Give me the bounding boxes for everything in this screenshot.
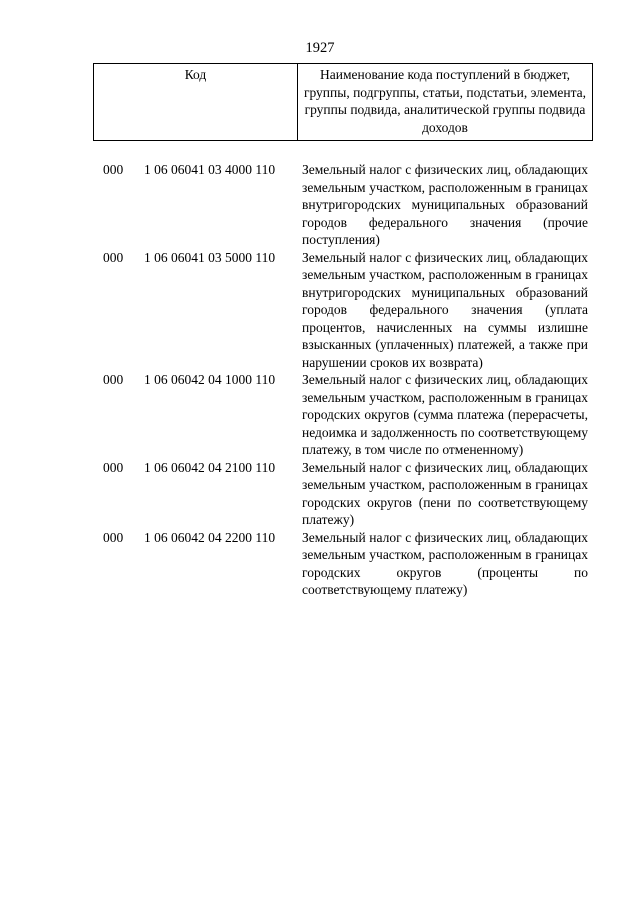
entry-row — [0, 529, 640, 599]
entry-budget-code: 1 06 06041 03 4000 110 — [144, 162, 276, 177]
entry-description: Земельный налог с физических лиц, обладающих земельным участком, расположенным в границах внутригородских муниципальных образований городов федерального значения (прочие поступления) — [302, 162, 588, 247]
header-name-column: Наименование кода поступлений в бюджет, группы, подгруппы, статьи, подстатьи, элемента, группы подвида, аналитической группы подвида доходов — [298, 64, 593, 141]
entry-description: Земельный налог с физических лиц, обладающих земельным участком, расположенным в границах городских округов (пени по соответствующему платежу) — [302, 459, 588, 527]
entry-description: Земельный налог с физических лиц, обладающих земельным участком, расположенным в границах городских округов (сумма платежа (перерасчеты, недоимка и задолженность по соответствующему платежу, в том числе по отмененному) — [302, 372, 588, 457]
entry-admin-code: 000 — [103, 459, 124, 475]
header-code-column: Код — [94, 64, 298, 141]
entry-description: Земельный налог с физических лиц, обладающих земельным участком, расположенным в границах городских округов (проценты по соответствующему платежу) — [302, 529, 588, 597]
entry-description: Земельный налог с физических лиц, обладающих земельным участком, расположенным в границах внутригородских муниципальных образований городов федерального значения (уплата процентов, начисленных на суммы излишне взысканных (уплаченных) платежей, а также при нарушении сроков их возврата) — [302, 249, 588, 370]
entry-admin-code: 000 — [103, 162, 124, 177]
entry-row — [0, 249, 640, 372]
entry-admin-code: 000 — [103, 372, 124, 387]
header-table — [93, 63, 593, 141]
entries-list — [0, 161, 640, 599]
entry-budget-code: 1 06 06042 04 1000 110 — [144, 372, 276, 387]
entry-budget-code: 1 06 06042 04 2100 110 — [144, 459, 276, 475]
entry-row — [0, 459, 640, 529]
entry-row — [0, 371, 640, 459]
entry-admin-code: 000 — [103, 249, 124, 265]
entry-budget-code: 1 06 06041 03 5000 110 — [144, 249, 276, 265]
entry-admin-code: 000 — [103, 529, 124, 545]
header-row — [94, 64, 593, 141]
page-number: 1927 — [305, 40, 335, 56]
entry-budget-code: 1 06 06042 04 2200 110 — [144, 529, 276, 545]
entry-row — [0, 161, 640, 249]
